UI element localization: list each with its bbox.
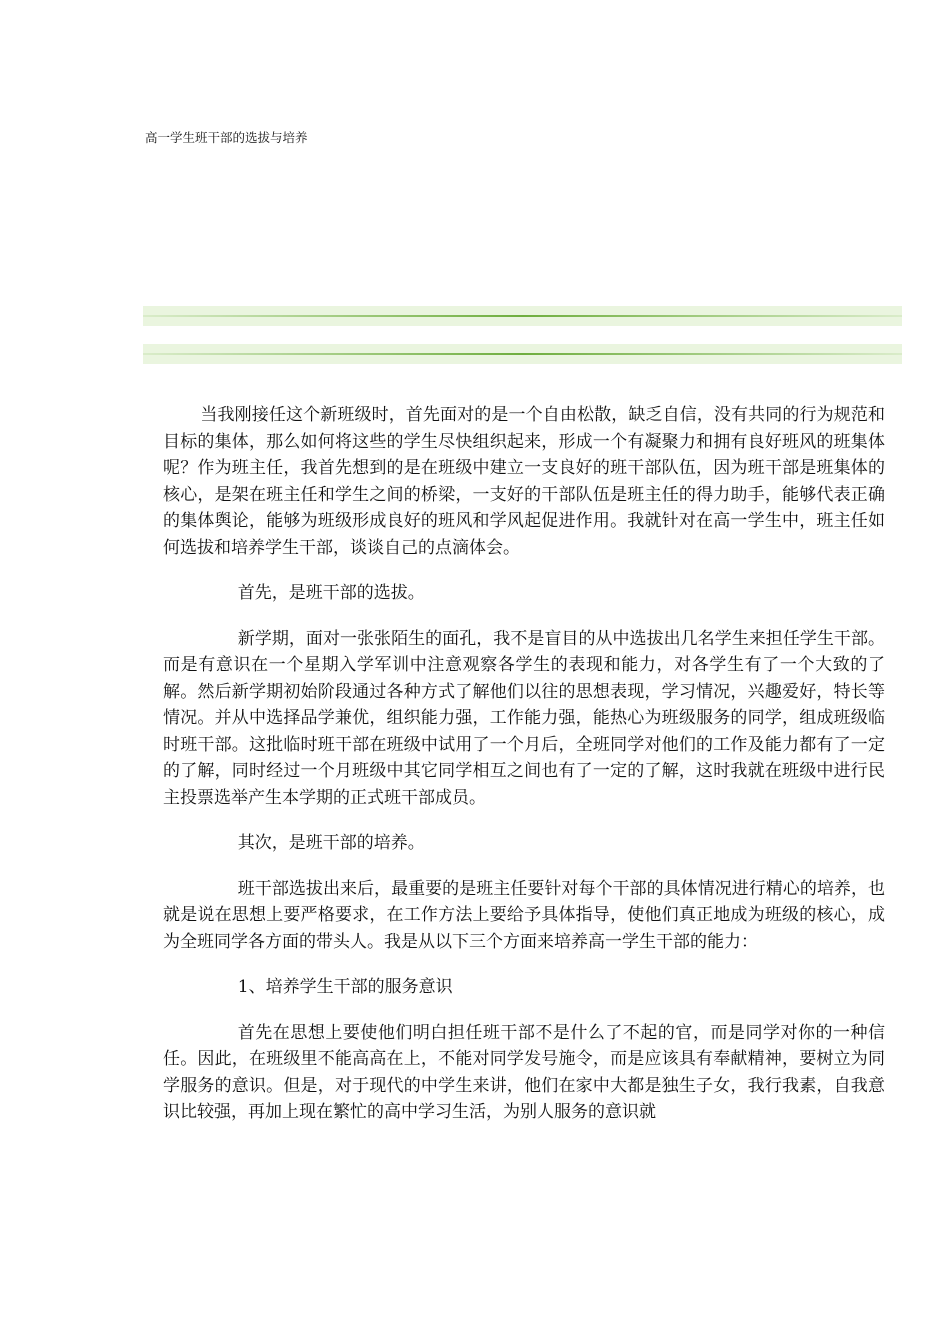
decorative-divider [143,344,902,364]
page-title: 高一学生班干部的选拔与培养 [145,130,308,145]
section-heading: 首先，是班干部的选拔。 [237,583,425,603]
article-body [163,402,885,1145]
paragraph: 当我刚接任这个新班级时，首先面对的是一个自由松散，缺乏自信，没有共同的行为规范和目标的集体，那么如何将这些的学生尽快组织起来，形成一个有凝聚力和拥有良好班风的班集体呢？作为班主任，我首先想到的是在班级中建立一支良好的班干部队伍，因为班干部是班集体的核心，是架在班主任和学生之间的桥梁，一支好的干部队伍是班主任的得力助手，能够代表正确的集体舆论，能够为班级形成良好的班风和学风起促进作用。我就针对在高一学生中，班主任如何选拔和培养学生干部，谈谈自己的点滴体会。 [163,405,885,558]
paragraph: 首先在思想上要使他们明白担任班干部不是什么了不起的官，而是同学对你的一种信任。因此，在班级里不能高高在上，不能对同学发号施令，而是应该具有奉献精神，要树立为同学服务的意识。但是，对于现代的中学生来讲，他们在家中大都是独生子女，我行我素，自我意识比较强，再加上现在繁忙的高中学习生活，为别人服务的意识就 [163,1022,885,1122]
paragraph: 班干部选拔出来后，最重要的是班主任要针对每个干部的具体情况进行精心的培养，也就是说在思想上要严格要求，在工作方法上要给予具体指导，使他们真正地成为班级的核心，成为全班同学各方面的带头人。我是从以下三个方面来培养高一学生干部的能力： [163,878,885,952]
paragraph: 新学期，面对一张张陌生的面孔，我不是盲目的从中选拔出几名学生来担任学生干部。而是有意识在一个星期入学军训中注意观察各学生的表现和能力，对各学生有了一个大致的了解。然后新学期初始阶段通过各种方式了解他们以往的思想表现，学习情况，兴趣爱好，特长等情况。并从中选择品学兼优，组织能力强，工作能力强，能热心为班级服务的同学，组成班级临时班干部。这批临时班干部在班级中试用了一个月后，全班同学对他们的工作及能力都有了一定的了解，同时经过一个月班级中其它同学相互之间也有了一定的了解，这时我就在班级中进行民主投票选举产生本学期的正式班干部成员。 [163,628,885,808]
subsection-heading: 1、培养学生干部的服务意识 [237,977,453,997]
decorative-divider [143,306,902,326]
section-heading: 其次，是班干部的培养。 [237,833,425,853]
